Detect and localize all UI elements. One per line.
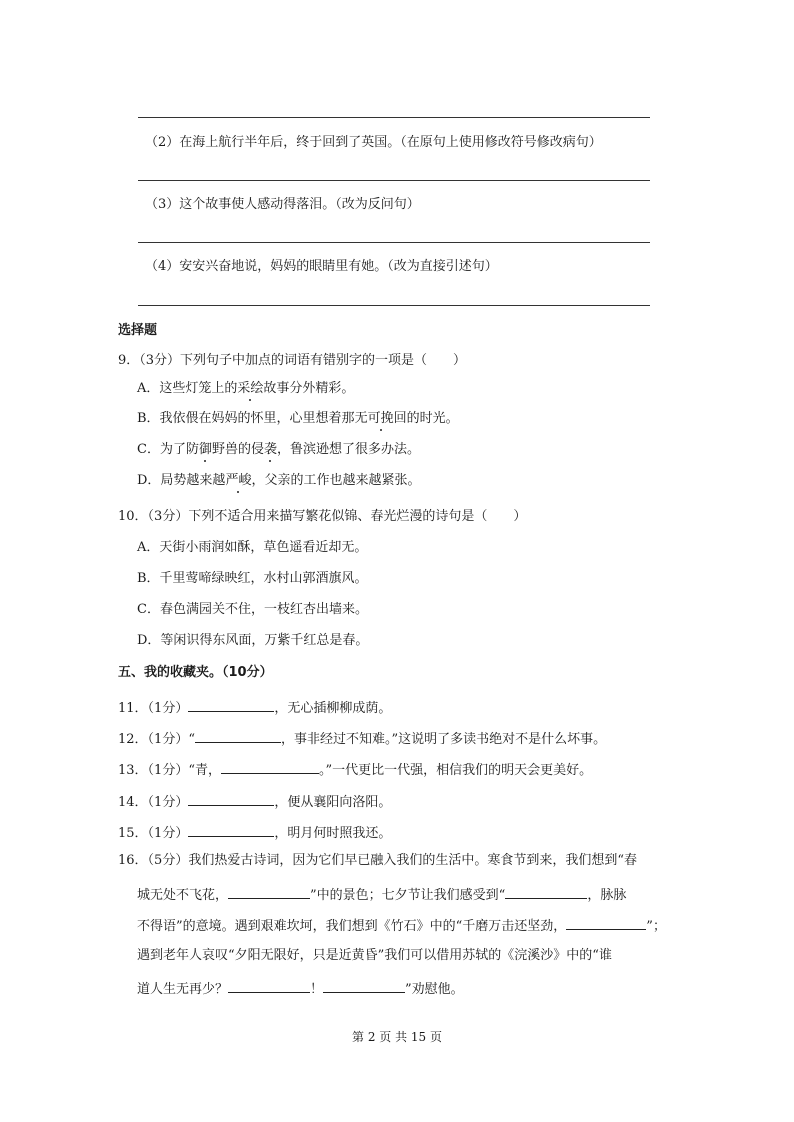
q16-line-4: 遇到老年人哀叹“夕阳无限好，只是近黄昏”我们可以借用苏轼的《浣溪沙》中的“谁 bbox=[137, 948, 612, 963]
q10-option-a: A．天街小雨润如酥，草色遥看近却无。 bbox=[137, 540, 368, 555]
section-title-5: 五、我的收藏夹。（10分） bbox=[118, 665, 273, 680]
q9-option-d: D．局势越来越严峻，父亲的工作也越来越紧张。 bbox=[137, 473, 421, 488]
answer-line-3 bbox=[138, 242, 650, 243]
q16-blank-2[interactable] bbox=[505, 884, 587, 899]
answer-line-1 bbox=[138, 117, 650, 118]
q11-blank[interactable] bbox=[188, 697, 274, 712]
q10-option-d: D．等闲识得东风面，万紫千红总是春。 bbox=[137, 633, 369, 648]
q15-blank[interactable] bbox=[188, 822, 274, 837]
q11: 11．（1分） ，无心插柳柳成荫。 bbox=[118, 697, 391, 718]
q14-blank[interactable] bbox=[188, 791, 274, 806]
q13-blank[interactable] bbox=[221, 759, 319, 774]
q10-stem: 10．（3分）下列不适合用来描写繁花似锦、春光烂漫的诗句是（ ） bbox=[118, 509, 527, 524]
q16-line-5: 道人生无再少？ ！ ”劝慰他。 bbox=[137, 978, 464, 999]
answer-line-2 bbox=[138, 180, 650, 181]
rewrite-q2: （2）在海上航行半年后，终于回到了英国。（在原句上使用修改符号修改病句） bbox=[145, 135, 602, 150]
q16-blank-3[interactable] bbox=[566, 915, 646, 930]
q9-option-c: C．为了防御野兽的侵袭，鲁滨逊想了很多办法。 bbox=[137, 442, 421, 457]
q16-blank-1[interactable] bbox=[228, 884, 310, 899]
q16-blank-4[interactable] bbox=[228, 978, 310, 993]
q9-option-b: B．我依偎在妈妈的怀里，心里想着那无可挽回的时光。 bbox=[137, 411, 459, 426]
q16-blank-5[interactable] bbox=[323, 978, 405, 993]
page-footer: 第 2 页 共 15 页 bbox=[352, 1030, 442, 1044]
q12-blank[interactable] bbox=[195, 728, 281, 743]
q14: 14．（1分） ，便从襄阳向洛阳。 bbox=[118, 791, 391, 812]
rewrite-q4: （4）安安兴奋地说，妈妈的眼睛里有她。（改为直接引述句） bbox=[145, 259, 498, 274]
rewrite-q3: （3）这个故事使人感动得落泪。（改为反问句） bbox=[145, 197, 420, 212]
q16-line-3: 不得语”的意境。遇到艰难坎坷，我们想到《竹石》中的“千磨万击还坚劲， ”； bbox=[137, 915, 666, 936]
q9-stem: 9．（3分）下列句子中加点的词语有错别字的一项是（ ） bbox=[118, 353, 467, 368]
q16-line-2: 城无处不飞花， ”中的景色；七夕节让我们感受到“ ，脉脉 bbox=[137, 884, 626, 905]
q9-option-a: A．这些灯笼上的采绘故事分外精彩。 bbox=[137, 381, 355, 396]
answer-line-4 bbox=[138, 305, 650, 306]
q10-option-b: B．千里莺啼绿映红，水村山郭酒旗风。 bbox=[137, 571, 368, 586]
q15: 15．（1分） ，明月何时照我还。 bbox=[118, 822, 391, 843]
q10-option-c: C．春色满园关不住，一枝红杏出墙来。 bbox=[137, 602, 368, 617]
q13: 13．（1分）“青， 。”一代更比一代强，相信我们的明天会更美好。 bbox=[118, 759, 592, 780]
section-title-choice: 选择题 bbox=[118, 323, 158, 338]
q16-line-1: 16．（5分）我们热爱古诗词，因为它们早已融入我们的生活中。寒食节到来，我们想到“春 bbox=[118, 853, 637, 868]
q12: 12．（1分）“ ，事非经过不知难。”这说明了多读书绝对不是什么坏事。 bbox=[118, 728, 606, 749]
